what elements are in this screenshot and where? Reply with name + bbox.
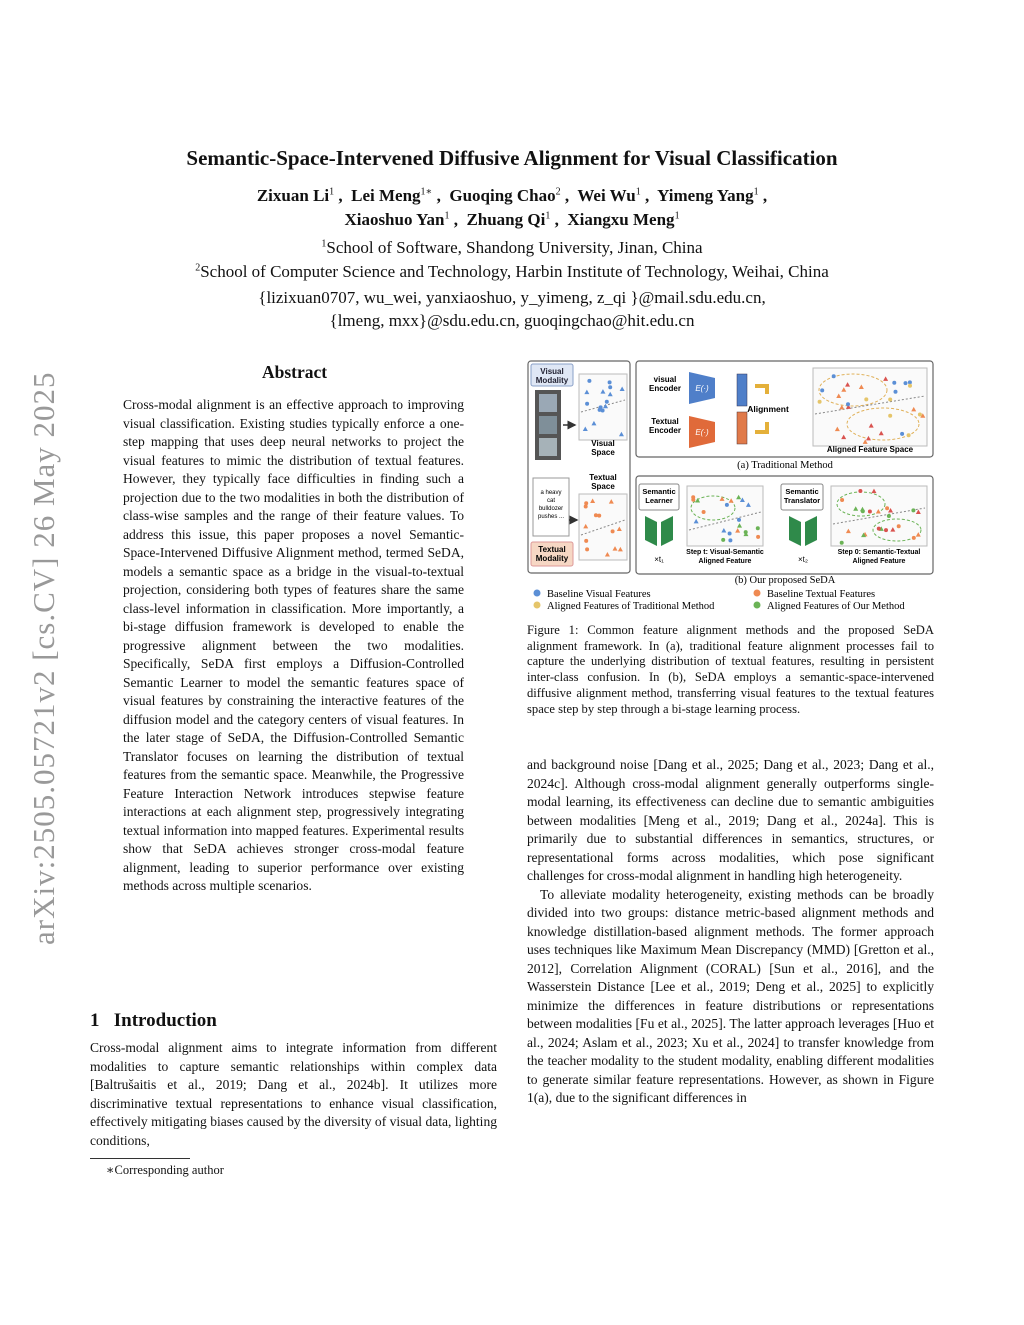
legend-swatch [534,602,541,609]
author: Lei Meng$^{1∗}$ [351,186,433,205]
feature-point [877,527,881,531]
feature-point [594,513,598,517]
legend-swatch [754,602,761,609]
feature-point [892,381,896,385]
email-line-1: {lizixuan0707, wu_wei, yanxiaoshuo, y_yimeng, z_qi }@mail.sdu.edu.cn, [258,288,766,307]
textual-feature-bar [737,412,747,444]
feature-point [756,526,760,530]
textual-space-label: Textual Space [589,473,617,491]
author-line-1: Zixuan Li$^1$ , Lei Meng$^{1∗}$ , Guoqing Chao$^2$ , Wei Wu$^1$ , Yimeng Yang$^1$ , [256,186,768,205]
feature-point [818,400,822,404]
figure-legend [534,589,906,612]
feature-point [858,489,862,493]
legend-label: Aligned Features of Traditional Method [547,601,715,612]
text-sample: a heavy cat bulldozer pushes ... [537,490,565,520]
semantic-learner-label: Semantic Learner [642,487,676,505]
film-frame-icon [539,394,557,412]
feature-point [908,384,912,388]
feature-point [820,388,824,392]
feature-point [611,529,615,533]
author: Yimeng Yang$^1$ [657,186,759,205]
feature-point [846,402,850,406]
introduction-body: Cross-modal alignment aims to integrate information from different modalities to capture semantic relationships within complex data [Baltrušaitis et al., 2019; Dang et al., 2024b]. It utilizes more discriminative textual representations to enhance visual classification, effectively mitigating biases caused by the diversity of visual data, lighting conditions, [90,1040,497,1148]
feature-point [912,536,916,540]
feature-point [584,501,588,505]
feature-point [702,510,706,514]
step-t-space-box [687,486,763,546]
iteration-t1: ×t₁ [654,555,664,564]
author-line-2: Xiaoshuo Yan$^1$ , Zhuang Qi$^1$ , Xiangxu Meng$^1$ [344,210,680,229]
feature-point [728,538,732,542]
legend-swatch [534,590,541,597]
author: Guoqing Chao$^2$ [449,186,561,205]
feature-point [840,541,844,545]
feature-point [832,374,836,378]
author: Zhuang Qi$^1$ [466,210,551,229]
feature-point [894,390,898,394]
legend-swatch [754,590,761,597]
figure-1 [527,360,935,616]
author: Wei Wu$^1$ [577,186,641,205]
feature-point [888,414,892,418]
feature-point [885,506,889,510]
feature-point [585,547,589,551]
alignment-label: Alignment [747,404,789,414]
feature-point [725,503,729,507]
aligned-space-label: Aligned Feature Space [826,445,914,454]
footnote-rule [90,1158,190,1159]
legend-label: Aligned Features of Our Method [767,601,905,612]
legend-label: Baseline Textual Features [767,589,876,600]
legend-label: Baseline Visual Features [547,589,651,600]
feature-point [907,433,911,437]
author: Xiangxu Meng$^1$ [567,210,680,229]
visual-modality-label: Visual Modality [535,367,569,385]
textual-encoder-label: Textual Encoder [648,417,682,435]
author: Xiaoshuo Yan$^1$ [344,210,450,229]
abstract-body: Cross-modal alignment is an effective approach to improving visual classification. Existing studies typically enforce a one-step mapping that uses deep neural networks to project the visual features to mimic the distribution of textual features. However, they typically face difficulties in finding such a projection due to the two modalities in both the distribution of class-wise samples and the range of their feature values. To address this issue, this paper proposes a novel Semantic-Space-Intervened Diffusive Alignment method, termed SeDA, models a semantic space as a bridge in the visual-to-textual projection, considering both types of features share the same class-level information in classification. More importantly, a bi-stage diffusion framework is developed to enable the progressive alignment between the two modalities. Specifically, SeDA first employs a Diffusion-Controlled Semantic Learner to model the semantic features space of visual features by constraining the interactive features of the diffusion model and the category centers of visual features. In the later stage of SeDA, the Diffusion-Controlled Semantic Translator focuses on learning the distribution of textual features from the semantic space. Meanwhile, the Progressive Feature Interaction Network introduces stepwise feature interactions at each alignment step, progressively integrating textual information into mapped features. Experimental results show that SeDA achieves stronger cross-modal feature alignment, leading to superior performance over existing methods across multiple scenarios. [123,397,464,893]
film-frame-icon [539,438,557,456]
iteration-t2: ×t₂ [798,555,808,564]
feature-point [744,530,748,534]
encoder-symbol: E(·) [695,428,709,437]
right-column-body [527,756,934,1108]
step-0-label: Step 0: Semantic-Textual Aligned Feature [837,549,921,565]
abstract-heading: Abstract [262,362,328,382]
figure-1-caption: Figure 1: Common feature alignment methods and the proposed SeDA alignment framework. In (a), traditional feature alignment processes fail to capture the underlying distribution of textual features, resulting in persistent inter-class confusion. In (b), SeDA employs a semantic-space-intervened diffusive alignment method, transferring visual features to the textual features space step by step through a bi-stage learning process. [527,623,934,716]
visual-space-label: Visual Space [591,439,615,457]
feature-point [608,385,612,389]
encoder-symbol: E(·) [695,384,709,393]
visual-feature-bar [737,374,747,406]
feature-point [608,380,612,384]
panel-b-caption: (b) Our proposed SeDA [734,575,836,586]
step-t-label: Step t: Visual-Semantic Aligned Feature [686,549,764,565]
feature-point [728,532,732,536]
feature-point [864,397,868,401]
semantic-translator-label: Semantic Translator [783,487,821,505]
feature-point [911,508,915,512]
feature-point [756,535,760,539]
author: Zixuan Li$^1$ [256,186,335,205]
feature-point [598,408,602,412]
arxiv-stamp-text: arXiv:2505.05721v2 [cs.CV] 26 May 2025 [26,371,61,945]
feature-point [584,539,588,543]
feature-point [884,528,888,532]
feature-point [585,402,589,406]
feature-point [840,498,844,502]
feature-point [721,538,725,542]
affiliation-1: $^1$School of Software, Shandong University, Jinan, China [321,238,703,257]
feature-point [888,398,892,402]
email-line-2: {lmeng, mxx}@sdu.edu.cn, guoqingchao@hit.edu.cn [329,311,695,330]
affiliation-2: $^2$School of Computer Science and Technology, Harbin Institute of Technology, Weihai, China [195,262,829,281]
arxiv-stamp [18,340,68,950]
feature-point [897,524,901,528]
film-frame-icon [539,416,557,434]
panel-a-caption: (a) Traditional Method [737,460,833,471]
visual-encoder-label: visual Encoder [648,375,682,393]
feature-point [691,498,695,502]
textual-modality-label: Textual Modality [535,545,569,563]
feature-point [900,432,904,436]
feature-point [605,400,609,404]
paragraph: To alleviate modality heterogeneity, existing methods can be broadly divided into two groups: distance metric-based alignment methods and knowledge distillation-based alignment methods. The former approach uses techniques like Maximum Mean Discrepancy (MMD) [Gretton et al., 2012], Correlation Alignment (CORAL) [Sun et al., 2016], and the Wasserstein Distance [Lee et al., 2019; Deng et al., 2025] to explicitly minimize the differences in feature distributions or representations between modalities [Fu et al., 2025]. The latter approach leverages [Huo et al., 2024; Aslam et al., 2023; Xu et al., 2024] to transfer knowledge from the teacher modality to the student modality, enabling different modalities to generate similar feature representations. However, as shown in Figure 1(a), due to the significant differences in [527,886,934,1105]
feature-point [904,381,908,385]
feature-point [737,518,741,522]
section-heading-introduction: 1 Introduction [90,1010,217,1031]
feature-point [868,510,872,514]
feature-point [587,379,591,383]
footnote: ∗Corresponding author [106,1163,224,1177]
paper-title: Semantic-Space-Intervened Diffusive Alignment for Visual Classification [186,146,838,170]
feature-point [887,514,891,518]
feature-point [918,413,922,417]
paragraph: and background noise [Dang et al., 2025; Dang et al., 2023; Dang et al., 2024c]. Although cross-modal alignment generally outperforms single-modal learning, its effectiveness can decline due to semantic ambiguities between modalities [Meng et al., 2019; Dang et al., 2024a]. This is primarily due to substantial differences in semantics, structures, or representational forms across modalities, which pose significant challenges for cross-modal alignment in handling high heterogeneity. [527,757,934,883]
